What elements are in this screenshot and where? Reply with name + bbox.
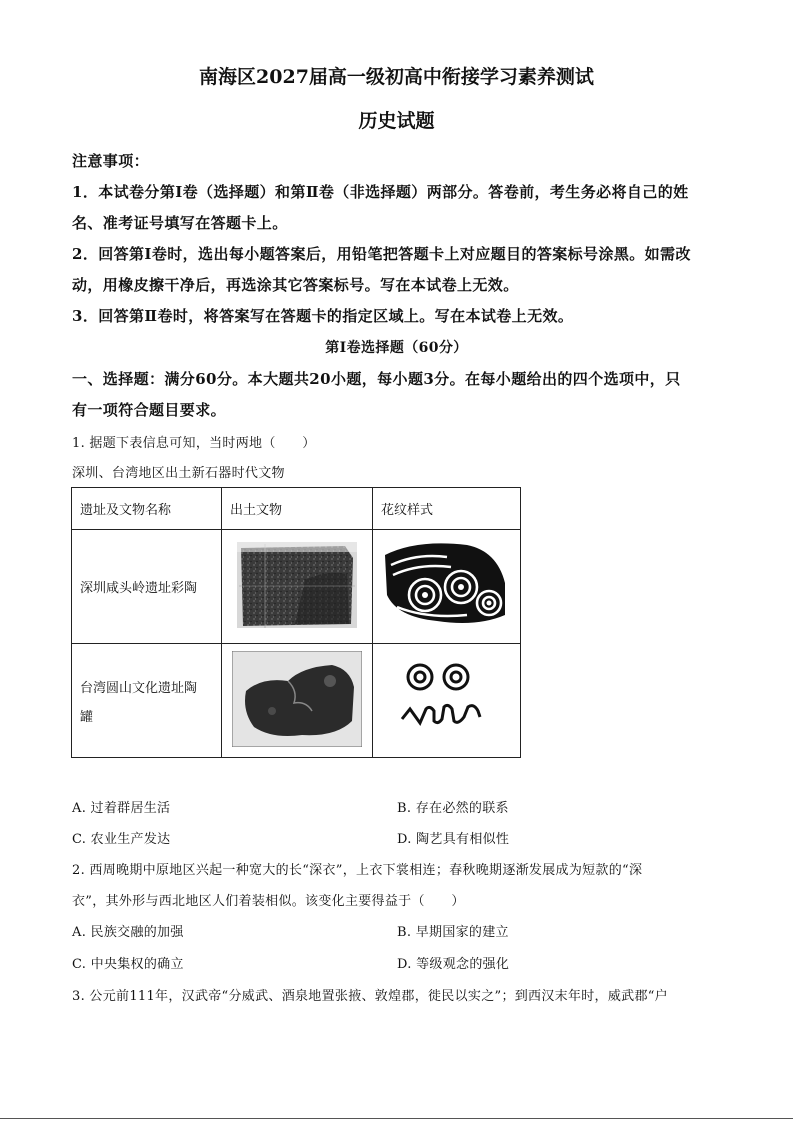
notice-item-2-line-1: 2．回答第Ⅰ卷时，选出每小题答案后，用铅笔把答题卡上对应题目的答案标号涂黑。如需改 — [72, 245, 691, 263]
q1-option-b[interactable]: B. 存在必然的联系 — [397, 801, 509, 816]
section-intro-line-2: 有一项符合题目要求。 — [72, 401, 227, 419]
exam-title: 南海区2027届高一级初高中衔接学习素养测试 — [199, 66, 594, 88]
taiwan-pottery-photo — [232, 651, 362, 747]
table-header-artifact: 出土文物 — [222, 488, 373, 530]
q2-option-b[interactable]: B. 早期国家的建立 — [397, 925, 509, 940]
subject-title: 历史试题 — [358, 110, 435, 132]
q2-option-c[interactable]: C. 中央集权的确立 — [72, 957, 184, 972]
shenzhen-pottery-photo — [235, 540, 359, 630]
q2-option-a[interactable]: A. 民族交融的加强 — [72, 925, 184, 940]
q1-option-c[interactable]: C. 农业生产发达 — [72, 832, 171, 847]
q2-stem-line-1: 2. 西周晚期中原地区兴起一种宽大的长“深衣”，上衣下裳相连；春秋晚期逐渐发展成为短款的“深 — [72, 863, 643, 878]
row2-site-name — [72, 644, 222, 758]
table-row — [72, 530, 521, 644]
q1-option-a[interactable]: A. 过着群居生活 — [72, 801, 171, 816]
shenzhen-pattern-image — [373, 530, 521, 644]
page-bottom-divider — [0, 1118, 793, 1119]
shenzhen-circle-pattern — [377, 535, 517, 635]
q2-stem-line-2: 衣”，其外形与西北地区人们着装相似。该变化主要得益于（ ） — [72, 894, 465, 909]
notice-item-1-line-1: 1．本试卷分第Ⅰ卷（选择题）和第Ⅱ卷（非选择题）两部分。答卷前，考生务必将自己的姓 — [72, 183, 689, 201]
taiwan-pottery-image — [222, 644, 373, 758]
q2-option-d[interactable]: D. 等级观念的强化 — [397, 957, 510, 972]
shenzhen-pottery-image — [222, 530, 373, 644]
notice-item-1-line-2: 名、准考证号填写在答题卡上。 — [72, 214, 288, 232]
q1-option-d[interactable]: D. 陶艺具有相似性 — [397, 832, 510, 847]
q1-table-caption: 深圳、台湾地区出土新石器时代文物 — [72, 466, 285, 481]
q1-stem: 1. 据题下表信息可知，当时两地（ ） — [72, 436, 316, 451]
row2-site-name-line-2: 罐 — [80, 709, 94, 725]
table-header-site: 遗址及文物名称 — [72, 488, 222, 530]
section-heading: 第Ⅰ卷选择题（60分） — [325, 340, 468, 356]
taiwan-pattern-image — [373, 644, 521, 758]
row1-site-name: 深圳咸头岭遗址彩陶 — [72, 530, 222, 644]
q3-stem-line-1: 3. 公元前111年，汉武帝“分威武、酒泉地置张掖、敦煌郡，徙民以实之”；到西汉末年时，威武郡“户 — [72, 989, 668, 1004]
notice-item-2-line-2: 动，用橡皮擦干净后，再选涂其它答案标号。写在本试卷上无效。 — [72, 276, 519, 294]
notice-item-3: 3．回答第Ⅱ卷时，将答案写在答题卡的指定区域上。写在本试卷上无效。 — [72, 307, 574, 325]
table-header-row — [72, 488, 521, 530]
taiwan-spiral-pattern — [392, 659, 502, 739]
notice-heading: 注意事项： — [72, 152, 150, 170]
relics-table — [71, 487, 521, 758]
section-intro-line-1: 一、选择题：满分60分。本大题共20小题，每小题3分。在每小题给出的四个选项中，只 — [72, 370, 681, 388]
table-header-pattern: 花纹样式 — [373, 488, 521, 530]
row2-site-name-line-1: 台湾圆山文化遗址陶 — [80, 680, 198, 696]
table-row — [72, 644, 521, 758]
